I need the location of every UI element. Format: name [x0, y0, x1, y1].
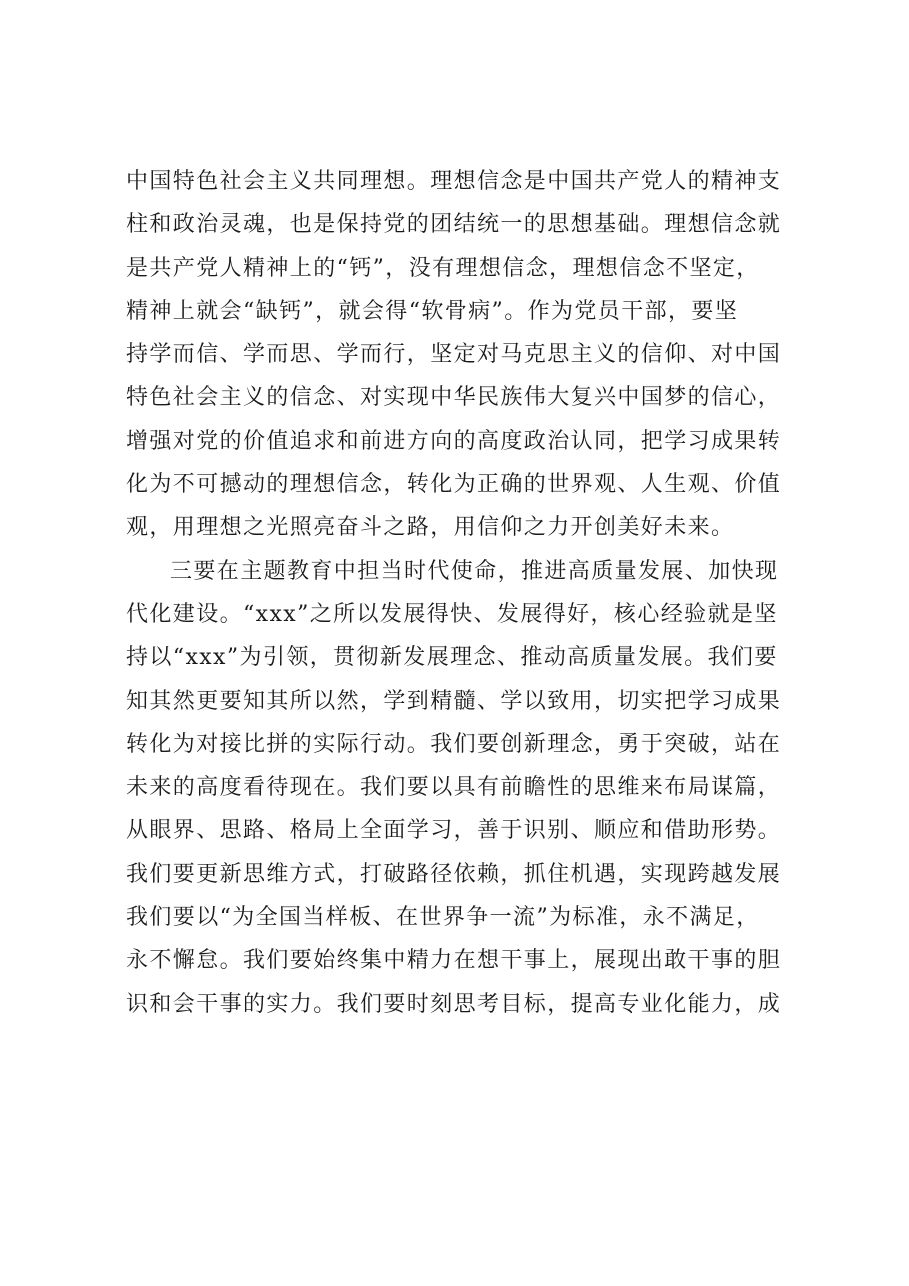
text-line: 转化为对接比拼的实际行动。我们要创新理念，勇于突破，站在	[126, 731, 782, 757]
text-line: 知其然更要知其所以然，学到精髓、学以致用，切实把学习成果	[126, 688, 782, 714]
text-line: 观，用理想之光照亮奋斗之路，用信仰之力开创美好未来。	[126, 515, 735, 541]
text-line: 中国特色社会主义共同理想。理想信念是中国共产党人的精神支	[126, 169, 782, 194]
text-line: 永不懈怠。我们要始终集中精力在想干事上，展现出敢干事的胆	[126, 948, 782, 974]
text-line: 增强对党的价值追求和前进方向的高度政治认同，把学习成果转	[126, 428, 782, 454]
text-line: 我们要以“为全国当样板、在世界争一流”为标准，永不满足，	[126, 905, 760, 931]
paragraph-start-line: 三要在主题教育中担当时代使命，推进高质量发展、加快现	[170, 558, 779, 584]
text-line: 未来的高度看待现在。我们要以具有前瞻性的思维来布局谋篇，	[126, 775, 782, 801]
text-line: 特色社会主义的信念、对实现中华民族伟大复兴中国梦的信心，	[126, 385, 782, 411]
body-text	[126, 160, 806, 1026]
text-line: 持以“xxx”为引领，贯彻新发展理念、推动高质量发展。我们要	[126, 645, 778, 671]
text-line: 化为不可撼动的理想信念，转化为正确的世界观、人生观、价值	[126, 472, 782, 498]
text-line: 我们要更新思维方式，打破路径依赖，抓住机遇，实现跨越发展	[126, 861, 782, 887]
text-line: 识和会干事的实力。我们要时刻思考目标，提高专业化能力，成	[126, 991, 782, 1017]
text-line: 代化建设。“xxx”之所以发展得快、发展得好，核心经验就是坚	[126, 601, 778, 627]
text-line: 精神上就会“缺钙”，就会得“软骨病”。作为党员干部，要坚	[126, 298, 739, 324]
text-line: 柱和政治灵魂，也是保持党的团结统一的思想基础。理想信念就	[126, 212, 782, 238]
text-line: 从眼界、思路、格局上全面学习，善于识别、顺应和借助形势。	[126, 818, 782, 844]
text-line: 持学而信、学而思、学而行，坚定对马克思主义的信仰、对中国	[126, 342, 782, 368]
text-line: 是共产党人精神上的“钙”，没有理想信念，理想信念不坚定，	[126, 255, 760, 281]
